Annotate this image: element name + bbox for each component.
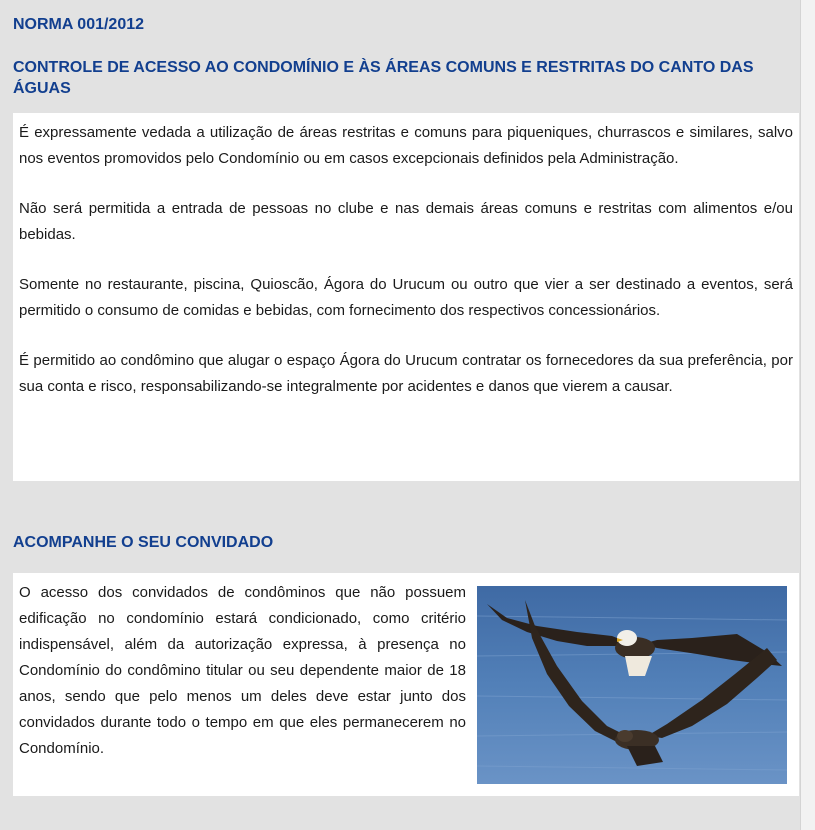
paragraph: O acesso dos convidados de condôminos que não possuem edificação no condomínio estará condicionado, como critério indispensável, além da autorização expressa, à presença no Condomínio do condômino titular ou seu dependente maior de 18 anos, sendo que pelo menos um deles deve estar junto dos convidados durante todo o tempo em que eles permanecerem no Condomínio.	[19, 584, 466, 757]
content-box-controle	[13, 113, 799, 481]
paragraph: É permitido ao condômino que alugar o espaço Ágora do Urucum contratar os fornecedores da sua preferência, por sua conta e risco, responsabilizando-se integralmente por acidentes e danos que vierem a causar.	[19, 352, 793, 395]
content-box-acompanhe	[13, 573, 799, 796]
paragraph: Não será permitida a entrada de pessoas no clube e nas demais áreas comuns e restritas com alimentos e/ou bebidas.	[19, 200, 793, 243]
paragraph: É expressamente vedada a utilização de áreas restritas e comuns para piqueniques, churrascos e similares, salvo nos eventos promovidos pelo Condomínio ou em casos excepcionais definidos pela Administração.	[19, 124, 793, 167]
section-title-acompanhe: ACOMPANHE O SEU CONVIDADO	[13, 534, 274, 551]
norma-title: NORMA 001/2012	[13, 16, 145, 33]
scrollbar-track[interactable]	[800, 0, 815, 830]
eagles-photo	[477, 586, 787, 784]
paragraph: Somente no restaurante, piscina, Quioscão, Ágora do Urucum ou outro que vier a ser destinado a eventos, será permitido o consumo de comidas e bebidas, com fornecimento dos respectivos concessionários.	[19, 276, 793, 319]
section-title-controle: CONTROLE DE ACESSO AO CONDOMÍNIO E ÀS ÁREAS COMUNS E RESTRITAS DO CANTO DAS ÁGUAS	[13, 59, 754, 97]
